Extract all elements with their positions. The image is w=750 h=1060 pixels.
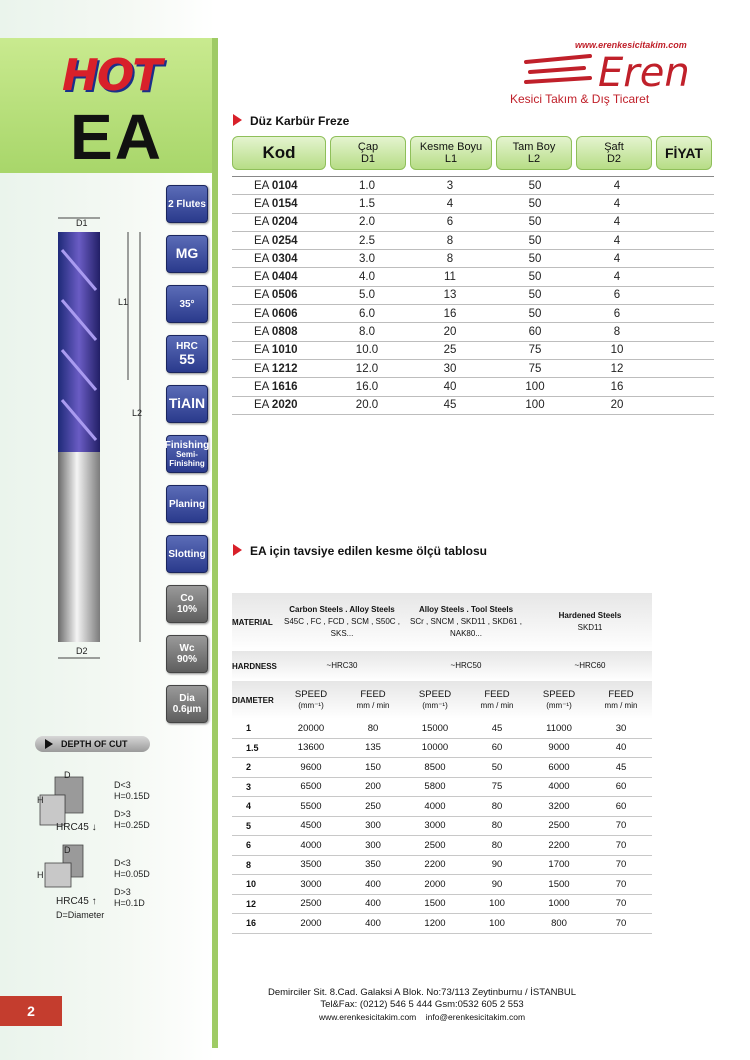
- row-d1: 10.0: [355, 344, 379, 357]
- header-tam-boy: Tam Boy L2: [496, 136, 572, 170]
- row-l1: 40: [443, 380, 457, 393]
- diameter-label: DIAMETER: [232, 695, 274, 705]
- row-l1: 8: [446, 252, 454, 265]
- row-speed-3: 6000: [548, 761, 570, 773]
- row-l2: 50: [528, 197, 542, 210]
- row-d1: 2.5: [359, 234, 375, 247]
- row-feed-3: 70: [615, 878, 627, 890]
- product-row: [232, 397, 714, 415]
- triangle-bullet-icon: [233, 544, 242, 556]
- cutting-row: [232, 758, 652, 778]
- mg-badge: MG: [166, 235, 208, 273]
- depth-of-cut-bar: DEPTH OF CUT: [35, 736, 150, 752]
- row-speed-3: 2500: [548, 820, 570, 832]
- helix-angle-badge: 35°: [166, 285, 208, 323]
- header-kesme-boyu: Kesme Boyu L1: [410, 136, 492, 170]
- row-feed-2: 50: [491, 761, 503, 773]
- row-speed-3: 1700: [548, 859, 570, 871]
- row-speed-2: 8500: [424, 761, 446, 773]
- row-feed-3: 45: [615, 761, 627, 773]
- row-feed-3: 30: [615, 722, 627, 734]
- row-l1: 20: [443, 326, 457, 339]
- row-speed-2: 1200: [424, 917, 446, 929]
- row-feed-3: 70: [615, 917, 627, 929]
- row-feed-1: 400: [365, 917, 381, 929]
- coating-badge: TiAlN: [166, 385, 208, 423]
- row-d1: 6.0: [359, 307, 375, 320]
- header-fiyat: FİYAT: [656, 136, 712, 170]
- hardness-2: ~HRC50: [450, 661, 482, 670]
- row-feed-2: 80: [491, 839, 503, 851]
- footer-phone: Tel&Fax: (0212) 546 5 444 Gsm:0532 605 2 553: [320, 999, 524, 1010]
- hrc-high-label: HRC45 ↑: [56, 896, 97, 907]
- row-d1: 4.0: [359, 271, 375, 284]
- triangle-bullet-icon: [233, 114, 242, 126]
- row-d2: 4: [613, 216, 621, 229]
- row-d2: 4: [613, 271, 621, 284]
- row-speed-3: 2200: [548, 839, 570, 851]
- cutting-rows: [232, 719, 652, 934]
- finishing-badge: Finishing Semi-Finishing: [166, 435, 208, 473]
- product-row: [232, 176, 714, 195]
- row-speed-2: 3000: [424, 820, 446, 832]
- product-row: [232, 232, 714, 250]
- d1-label: D1: [76, 218, 88, 228]
- grain-size-badge: Dia 0.6µm: [166, 685, 208, 723]
- l2-label: L2: [132, 408, 143, 418]
- product-row: [232, 305, 714, 323]
- hardness-3: ~HRC60: [574, 661, 606, 670]
- row-code: EA 0404: [254, 271, 298, 284]
- speed-header-3: SPEED (mm⁻¹): [542, 689, 576, 710]
- row-speed-1: 4000: [300, 839, 322, 851]
- row-speed-1: 3000: [300, 878, 322, 890]
- high-hrc-rules: D<3 H=0.05D D>3 H=0.1D: [114, 858, 150, 908]
- model-code: EA: [70, 101, 163, 173]
- product-row: [232, 287, 714, 305]
- row-feed-1: 300: [365, 839, 381, 851]
- row-speed-1: 3500: [300, 859, 322, 871]
- row-l1: 4: [446, 197, 454, 210]
- hardness-row: [232, 651, 652, 681]
- feature-badges: [166, 185, 208, 735]
- green-divider: [212, 38, 218, 1048]
- row-feed-3: 70: [615, 898, 627, 910]
- row-speed-2: 10000: [421, 742, 449, 754]
- feed-header-2: FEED mm / min: [480, 689, 514, 710]
- eren-logo: [520, 52, 720, 92]
- row-l2: 50: [528, 252, 542, 265]
- row-speed-1: 5500: [300, 800, 322, 812]
- material-1: Carbon Steels . Alloy Steels S45C , FC , FCD , SCM , S50C , SKS...: [283, 605, 401, 638]
- diameter-header-row: [232, 681, 652, 719]
- row-speed-1: 20000: [297, 722, 325, 734]
- row-speed-2: 1500: [424, 898, 446, 910]
- cutting-row: [232, 778, 652, 798]
- row-l1: 8: [446, 234, 454, 247]
- page-number: 2: [0, 996, 62, 1026]
- feed-header-3: FEED mm / min: [604, 689, 638, 710]
- row-speed-3: 4000: [548, 781, 570, 793]
- row-feed-1: 135: [365, 742, 381, 754]
- header-kod: Kod: [232, 136, 326, 170]
- row-d2: 10: [610, 344, 624, 357]
- row-feed-2: 60: [491, 742, 503, 754]
- row-diameter: 4: [246, 801, 252, 812]
- row-speed-2: 5800: [424, 781, 446, 793]
- row-feed-1: 400: [365, 898, 381, 910]
- cobalt-badge: Co 10%: [166, 585, 208, 623]
- row-diameter: 2: [246, 762, 252, 773]
- row-l1: 16: [443, 307, 457, 320]
- row-diameter: 12: [246, 898, 257, 909]
- row-diameter: 16: [246, 918, 257, 929]
- row-speed-1: 2500: [300, 898, 322, 910]
- row-feed-1: 300: [365, 820, 381, 832]
- row-diameter: 1: [246, 723, 252, 734]
- header-cap: Çap D1: [330, 136, 406, 170]
- l1-label: L1: [118, 297, 129, 307]
- row-l2: 50: [528, 234, 542, 247]
- row-d1: 16.0: [355, 380, 379, 393]
- row-l2: 75: [528, 344, 542, 357]
- end-mill-drawing: [40, 210, 160, 670]
- row-d1: 12.0: [355, 362, 379, 375]
- product-row: [232, 323, 714, 341]
- row-code: EA 2020: [254, 399, 298, 412]
- product-section-title: Düz Karbür Freze: [233, 114, 349, 128]
- row-speed-3: 1500: [548, 878, 570, 890]
- row-feed-2: 100: [489, 917, 505, 929]
- row-d1: 1.0: [359, 179, 375, 192]
- row-feed-1: 250: [365, 800, 381, 812]
- row-speed-1: 9600: [300, 761, 322, 773]
- cutting-section-title: EA için tavsiye edilen kesme ölçü tablosu: [233, 544, 487, 558]
- cutting-row: [232, 836, 652, 856]
- row-d1: 20.0: [355, 399, 379, 412]
- footer-address: Demirciler Sit. 8.Cad. Galaksi A Blok. No:73/113 Zeytinburnu / İSTANBUL: [268, 987, 576, 998]
- row-l1: 25: [443, 344, 457, 357]
- row-feed-1: 350: [365, 859, 381, 871]
- row-feed-2: 80: [491, 800, 503, 812]
- feed-header-1: FEED mm / min: [356, 689, 390, 710]
- product-row: [232, 360, 714, 378]
- row-d1: 2.0: [359, 216, 375, 229]
- hrc-badge: HRC 55: [166, 335, 208, 373]
- cutting-row: [232, 875, 652, 895]
- flutes-badge: 2 Flutes: [166, 185, 208, 223]
- speed-header-1: SPEED (mm⁻¹): [294, 689, 328, 710]
- hardness-1: ~HRC30: [326, 661, 358, 670]
- row-d2: 16: [610, 380, 624, 393]
- material-2: Alloy Steels . Tool Steels SCr , SNCM , SKD11 , SKD61 , NAK80...: [410, 605, 522, 638]
- shank-section: [58, 452, 100, 642]
- row-speed-3: 11000: [546, 722, 572, 734]
- row-l1: 13: [443, 289, 457, 302]
- row-d1: 5.0: [359, 289, 375, 302]
- product-row: [232, 342, 714, 360]
- footer-web: www.erenkesicitakim.com: [318, 1012, 417, 1022]
- row-code: EA 0154: [254, 197, 298, 210]
- row-diameter: 5: [246, 820, 252, 831]
- product-rows: [232, 176, 714, 415]
- row-feed-1: 400: [365, 878, 381, 890]
- d2-label: D2: [76, 646, 88, 656]
- cutting-row: [232, 856, 652, 876]
- low-hrc-rules: D<3 H=0.15D D>3 H=0.25D: [114, 780, 150, 830]
- row-feed-3: 40: [615, 742, 627, 754]
- row-feed-3: 70: [615, 820, 627, 832]
- row-code: EA 0606: [254, 307, 298, 320]
- company-subtitle: Kesici Takım & Dış Ticaret: [510, 92, 650, 106]
- row-diameter: 3: [246, 781, 252, 792]
- row-code: EA 1212: [254, 362, 298, 375]
- product-row: [232, 250, 714, 268]
- row-diameter: 8: [246, 859, 252, 870]
- row-code: EA 1010: [254, 344, 298, 357]
- row-feed-2: 100: [489, 898, 505, 910]
- row-feed-2: 80: [491, 820, 503, 832]
- row-d1: 1.5: [359, 197, 375, 210]
- row-diameter: 6: [246, 840, 252, 851]
- row-l2: 50: [528, 179, 542, 192]
- row-speed-3: 1000: [548, 898, 570, 910]
- hardness-label: HARDNESS: [232, 661, 277, 671]
- product-table: [232, 136, 714, 415]
- row-speed-3: 800: [551, 917, 567, 929]
- row-d1: 3.0: [359, 252, 375, 265]
- cutting-row: [232, 914, 652, 934]
- row-feed-1: 200: [365, 781, 381, 793]
- row-speed-2: 2200: [424, 859, 446, 871]
- row-l1: 3: [446, 179, 454, 192]
- row-speed-1: 6500: [300, 781, 322, 793]
- carbide-badge: Wc 90%: [166, 635, 208, 673]
- row-speed-1: 2000: [300, 917, 322, 929]
- row-speed-2: 15000: [421, 722, 449, 734]
- row-l2: 50: [528, 216, 542, 229]
- row-feed-1: 150: [365, 761, 381, 773]
- row-code: EA 0304: [254, 252, 298, 265]
- row-d2: 4: [613, 234, 621, 247]
- header-saft: Şaft D2: [576, 136, 652, 170]
- row-code: EA 0104: [254, 179, 298, 192]
- diameter-note: D=Diameter: [56, 910, 105, 920]
- row-feed-1: 80: [367, 722, 379, 734]
- cutting-row: [232, 739, 652, 759]
- play-arrow-icon: [45, 739, 53, 749]
- eren-logo-text: Eren: [598, 52, 690, 92]
- row-d2: 4: [613, 252, 621, 265]
- row-speed-2: 2000: [424, 878, 446, 890]
- product-row: [232, 378, 714, 396]
- row-speed-3: 3200: [548, 800, 570, 812]
- cutting-row: [232, 895, 652, 915]
- row-feed-3: 70: [615, 839, 627, 851]
- row-l2: 75: [528, 362, 542, 375]
- row-d2: 20: [610, 399, 624, 412]
- row-feed-2: 75: [491, 781, 503, 793]
- row-code: EA 0204: [254, 216, 298, 229]
- row-l2: 100: [525, 399, 545, 412]
- material-row: [232, 593, 652, 651]
- material-3: Hardened Steels SKD11: [558, 611, 622, 632]
- footer-contact: [232, 1011, 612, 1023]
- row-feed-2: 90: [491, 878, 503, 890]
- row-d2: 4: [613, 197, 621, 210]
- product-table-header: [232, 136, 714, 170]
- row-d2: 6: [613, 289, 621, 302]
- row-speed-1: 4500: [300, 820, 322, 832]
- row-code: EA 0254: [254, 234, 298, 247]
- hrc-low-label: HRC45 ↓: [56, 822, 97, 833]
- cutting-row: [232, 719, 652, 739]
- row-code: EA 1616: [254, 380, 298, 393]
- row-d2: 8: [613, 326, 621, 339]
- row-feed-3: 60: [615, 800, 627, 812]
- row-l1: 30: [443, 362, 457, 375]
- cutting-table: [232, 593, 652, 934]
- product-row: [232, 214, 714, 232]
- row-l2: 50: [528, 307, 542, 320]
- row-diameter: 1.5: [246, 742, 259, 753]
- footer: [232, 987, 612, 1023]
- row-l1: 11: [444, 271, 456, 284]
- row-d1: 8.0: [359, 326, 375, 339]
- material-label: MATERIAL: [232, 617, 273, 627]
- hot-logo: HOT: [62, 50, 161, 101]
- row-diameter: 10: [246, 879, 257, 890]
- d-label-1: D: [64, 770, 71, 780]
- planing-badge: Planing: [166, 485, 208, 523]
- row-l1: 45: [443, 399, 457, 412]
- row-l1: 6: [446, 216, 454, 229]
- row-code: EA 0506: [254, 289, 298, 302]
- row-d2: 4: [613, 179, 621, 192]
- row-l2: 50: [528, 271, 542, 284]
- h-label-2: H: [37, 870, 44, 880]
- row-code: EA 0808: [254, 326, 298, 339]
- row-d2: 12: [610, 362, 624, 375]
- row-d2: 6: [613, 307, 621, 320]
- row-l2: 60: [528, 326, 542, 339]
- product-row: [232, 195, 714, 213]
- d-label-2: D: [64, 845, 71, 855]
- row-feed-2: 45: [491, 722, 503, 734]
- row-feed-2: 90: [491, 859, 503, 871]
- speed-header-2: SPEED (mm⁻¹): [418, 689, 452, 710]
- row-speed-3: 9000: [548, 742, 570, 754]
- row-l2: 100: [525, 380, 545, 393]
- model-header: [0, 38, 215, 173]
- h-label-1: H: [37, 795, 44, 805]
- cutting-row: [232, 817, 652, 837]
- footer-email: info@erenkesicitakim.com: [425, 1012, 526, 1022]
- row-l2: 50: [528, 289, 542, 302]
- company-url: www.erenkesicitakim.com: [575, 40, 687, 50]
- row-feed-3: 60: [615, 781, 627, 793]
- cutting-row: [232, 797, 652, 817]
- row-feed-3: 70: [615, 859, 627, 871]
- slotting-badge: Slotting: [166, 535, 208, 573]
- row-speed-2: 4000: [424, 800, 446, 812]
- row-speed-1: 13600: [297, 742, 325, 754]
- product-row: [232, 268, 714, 286]
- row-speed-2: 2500: [424, 839, 446, 851]
